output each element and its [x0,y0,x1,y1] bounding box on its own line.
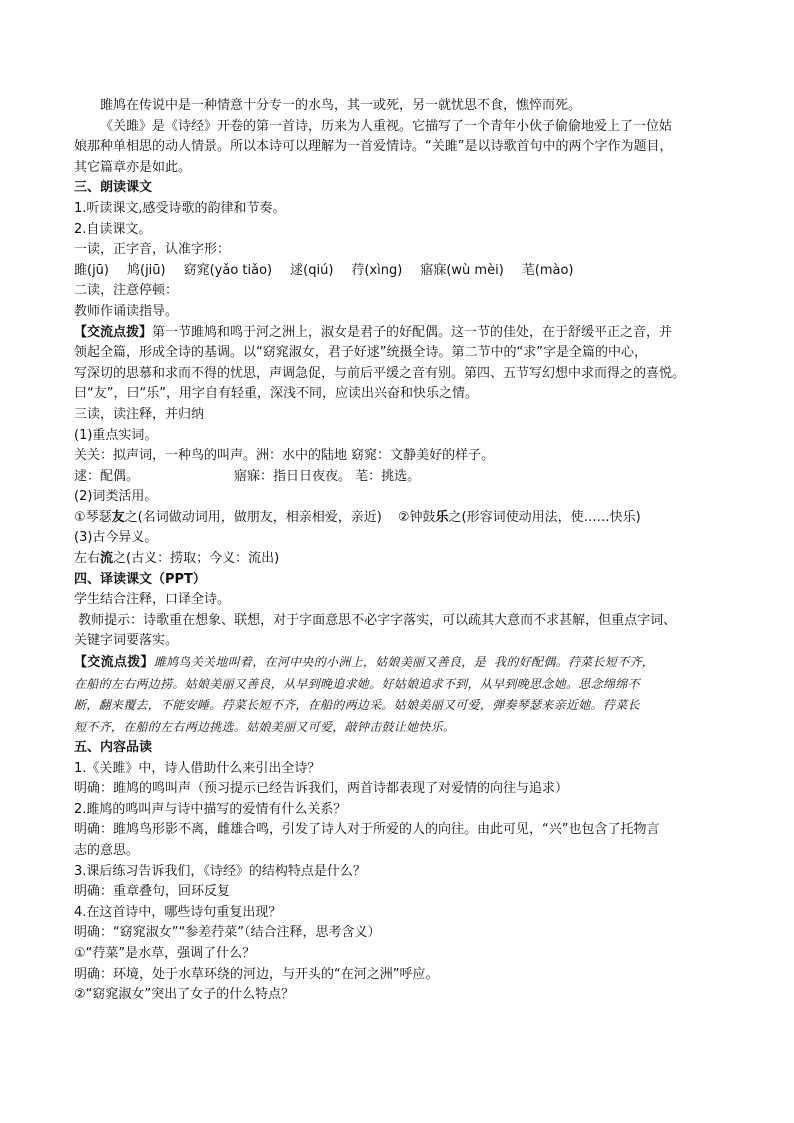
question-1: 1.《关雎》中，诗人借助什么来引出全诗？ [74,760,321,776]
intro-paragraph-1 [74,96,724,117]
word-class-b-key: 乐 [435,509,449,525]
exchange-text: 写深切的思慕和求而不得的忧思，声调急促，与前后平缓之音有别。第四、五节写幻想中求而得之的喜悦。 [74,365,686,381]
pinyin-item: 芼(mào) [521,262,574,278]
ancient-modern-line [74,549,724,570]
question-4-sub-1: ①“荇菜”是水草，强调了什么？ [74,945,256,961]
answer-2-line-2: 志的意思。 [74,843,140,858]
answer-4: 明确：“窈窕淑女”“参差荇菜”（结合注释，思考含义） [74,925,381,941]
translation-text: 短不齐，在船的左右两边挑选。姑娘美丽又可爱，敲钟击鼓让她快乐。 [74,719,456,734]
translation-text: 雎鸠鸟关关地叫着，在河中央的小洲上，姑娘美丽又善良，是 我的好配偶。荇菜长短不齐， [153,655,655,670]
teacher-tip-line-2: 关键字词要落实。 [74,633,179,649]
word-class-a-pre: ①琴瑟 [74,509,112,525]
translation-label: 【交流点拨】 [74,655,154,671]
intro-paragraph-2 [74,117,724,179]
word-class-a-key: 友 [111,509,125,525]
first-reading-line: 一读，正字音，认准字形： [74,242,231,258]
question-4: 4.在这首诗中，哪些诗句重复出现？ [74,904,282,920]
word-class-heading: (2)词类活用。 [74,489,158,505]
section-3-item-1: 1.听读课文,感受诗歌的韵律和节奏。 [74,200,286,216]
exchange-label: 【交流点拨】 [74,324,153,340]
intro-p1-text: 雎鸠在传说中是一种情意十分专一的水鸟，其一或死，另一就忧思不食，憔悴而死。 [100,98,582,113]
key-words-line-2 [74,467,724,488]
pinyin-list [74,261,724,282]
answer-1: 明确：雎鸠的鸣叫声（预习提示已经告诉我们，两首诗都表现了对爱情的向往与追求） [74,781,569,797]
ancient-modern-post: 之(古义：捞取；今义：流出) [113,551,280,567]
section-4-heading: 四、译读课文（PPT） [74,571,206,587]
third-reading-line: 三读，读注释，并归纳 [74,406,205,422]
teacher-guidance-line: 教师作诵读指导。 [74,303,179,319]
second-reading-line: 二读，注意停顿： [74,283,179,299]
word-class-b-pre: ②钟鼓 [397,509,436,525]
translation-paragraph [74,652,724,738]
question-4-sub-2: ②“窈窕淑女”突出了女子的什么特点？ [74,987,295,1003]
pinyin-item: 寤寐(wù mèi) [420,262,504,278]
oral-translation-line: 学生结合注释，口译全诗。 [74,592,231,608]
word-class-b-post: 之(形容词使动用法，使……快乐) [448,509,641,525]
exchange-text: 领起全篇，形成全诗的基调。以“窈窕淑女，君子好逑”统摄全诗。第二节中的“求”字是全篇的中心， [74,345,647,361]
ancient-modern-heading: (3)古今异义。 [74,530,158,546]
answer-2-line-1: 明确：雎鸠鸟形影不离，雌雄合鸣，引发了诗人对于所爱的人的向往。由此可见，“兴”也包含了托物言 [74,822,660,838]
exchange-text: 曰“友”，曰“乐”，用字自有轻重，深浅不同，应读出兴奋和快乐之情。 [74,386,478,402]
intro-p2-line2: 娘那种单相思的动人情景。所以本诗可以理解为一首爱情诗。“关雎”是以诗歌首句中的两个字作为题目， [74,139,673,155]
pinyin-item: 荇(xìng) [351,262,403,278]
answer-4-sub-1: 明确：环境，处于水草环绕的河边，与开头的“在河之洲”呼应。 [74,966,439,982]
pinyin-item: 窈窕(yǎo tiǎo) [183,262,273,278]
document-page [74,96,724,1006]
teacher-tip-line-1: 教师提示：诗歌重在想象、联想，对于字面意思不必字字落实，可以疏其大意而不求甚解，但重点字词、 [74,612,677,628]
pinyin-item: 雎(jū) [74,262,109,278]
exchange-paragraph-1 [74,323,724,405]
pinyin-item: 逑(qiú) [290,262,334,278]
ancient-modern-pre: 左右 [74,551,101,567]
answer-3: 明确：重章叠句，回环反复 [74,884,231,900]
key-words-heading: (1)重点实词。 [74,427,158,443]
key-words-line-1: 关关：拟声词，一种鸟的叫声。洲：水中的陆地 窈窕：文静美好的样子。 [74,448,495,464]
translation-text: 在船的左右两边捞。姑娘美丽又善良，从早到晚追求她。好姑娘追求不到，从早到晚思念她。思念绵绵不 [74,676,640,691]
intro-p2-line1: 《关雎》是《诗经》开卷的第一首诗，历来为人重视。它描写了一个青年小伙子偷偷地爱上了一位姑 [100,118,673,134]
section-3-item-2: 2.自读课文。 [74,221,152,237]
ancient-modern-key: 流 [100,551,114,567]
section-3-heading: 三、朗读课文 [74,180,153,196]
word-class-a-post: 之(名词做动词用，做朋友，相亲相爱，亲近) [124,509,382,525]
key-word-qiu: 逑：配偶。 [74,468,140,484]
question-2: 2.雎鸠的鸣叫声与诗中描写的爱情有什么关系？ [74,801,347,817]
word-class-line [74,508,724,529]
translation-text: 断，翻来覆去，不能安睡。荇菜长短不齐，在船的两边采。姑娘美丽又可爱，弹奏琴瑟来亲近她。荇菜长 [74,698,640,713]
intro-p2-line3: 其它篇章亦是如此。 [74,159,192,175]
key-word-wumei: 寤寐：指日日夜夜。 芼：挑选。 [234,468,421,484]
pinyin-item: 鸠(jiū) [127,262,166,278]
question-3: 3.课后练习告诉我们，《诗经》的结构特点是什么？ [74,863,366,879]
exchange-text: 第一节雎鸠和鸣于河之洲上，淑女是君子的好配偶。这一节的佳处，在于舒缓平正之音，并 [152,324,673,340]
section-5-heading: 五、内容品读 [74,740,153,756]
